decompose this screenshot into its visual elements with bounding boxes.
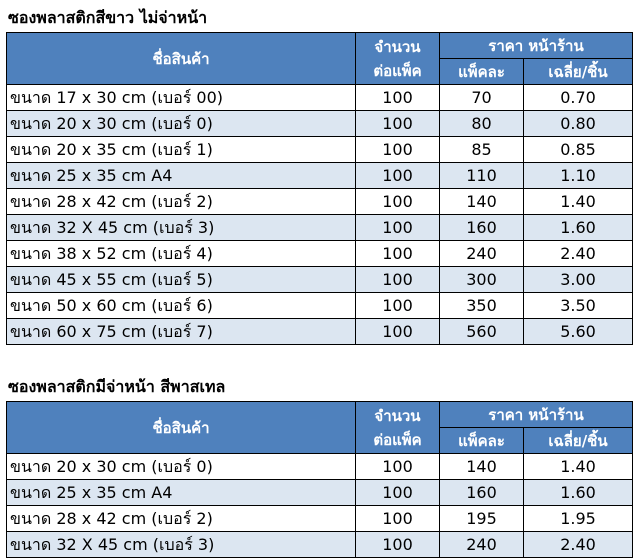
quantity-cell: 100 <box>356 532 440 558</box>
product-name-cell: ขนาด 50 x 60 cm (เบอร์ 6) <box>7 293 356 319</box>
header-quantity-line1: จำนวน <box>374 406 421 425</box>
header-quantity-per-pack <box>356 33 440 85</box>
header-per-pack: แพ็คละ <box>440 428 524 454</box>
header-product-name: ชื่อสินค้า <box>7 33 356 85</box>
header-store-price: ราคา หน้าร้าน <box>440 33 633 59</box>
section-title-white-envelopes: ซองพลาสติกสีขาว ไม่จ่าหน้า <box>8 8 208 27</box>
pack-price-cell: 240 <box>440 532 524 558</box>
unit-price-cell: 2.40 <box>524 241 633 267</box>
unit-price-cell: 3.00 <box>524 267 633 293</box>
product-name-cell: ขนาด 32 X 45 cm (เบอร์ 3) <box>7 215 356 241</box>
unit-price-cell: 1.40 <box>524 454 633 480</box>
product-name-cell: ขนาด 20 x 30 cm (เบอร์ 0) <box>7 111 356 137</box>
unit-price-cell: 5.60 <box>524 319 633 345</box>
table-row <box>7 506 633 532</box>
pack-price-cell: 140 <box>440 189 524 215</box>
pack-price-cell: 70 <box>440 85 524 111</box>
pack-price-cell: 85 <box>440 137 524 163</box>
unit-price-cell: 1.60 <box>524 215 633 241</box>
quantity-cell: 100 <box>356 189 440 215</box>
pack-price-cell: 140 <box>440 454 524 480</box>
table-row <box>7 454 633 480</box>
quantity-cell: 100 <box>356 267 440 293</box>
pack-price-cell: 160 <box>440 215 524 241</box>
product-name-cell: ขนาด 20 x 35 cm (เบอร์ 1) <box>7 137 356 163</box>
pack-price-cell: 240 <box>440 241 524 267</box>
table-row <box>7 532 633 558</box>
unit-price-cell: 0.70 <box>524 85 633 111</box>
quantity-cell: 100 <box>356 454 440 480</box>
price-table-pastel-envelopes <box>6 401 633 558</box>
header-quantity-line1: จำนวน <box>374 37 421 56</box>
table-row <box>7 137 633 163</box>
table-row <box>7 215 633 241</box>
section-title-pastel-envelopes: ซองพลาสติกมีจ่าหน้า สีพาสเทล <box>8 377 226 396</box>
table-row <box>7 189 633 215</box>
unit-price-cell: 3.50 <box>524 293 633 319</box>
header-store-price: ราคา หน้าร้าน <box>440 402 633 428</box>
table-body-pastel-envelopes <box>7 454 633 558</box>
header-quantity-line2: ต่อแพ็ค <box>373 61 422 80</box>
header-per-piece: เฉลี่ย/ชิ้น <box>524 428 633 454</box>
quantity-cell: 100 <box>356 293 440 319</box>
quantity-cell: 100 <box>356 480 440 506</box>
product-name-cell: ขนาด 38 x 52 cm (เบอร์ 4) <box>7 241 356 267</box>
product-name-cell: ขนาด 20 x 30 cm (เบอร์ 0) <box>7 454 356 480</box>
unit-price-cell: 0.85 <box>524 137 633 163</box>
header-product-name: ชื่อสินค้า <box>7 402 356 454</box>
unit-price-cell: 1.60 <box>524 480 633 506</box>
pack-price-cell: 560 <box>440 319 524 345</box>
price-table-white-envelopes <box>6 32 633 345</box>
table-row <box>7 85 633 111</box>
quantity-cell: 100 <box>356 163 440 189</box>
product-name-cell: ขนาด 60 x 75 cm (เบอร์ 7) <box>7 319 356 345</box>
product-name-cell: ขนาด 28 x 42 cm (เบอร์ 2) <box>7 506 356 532</box>
pack-price-cell: 195 <box>440 506 524 532</box>
table-row <box>7 293 633 319</box>
pack-price-cell: 160 <box>440 480 524 506</box>
pack-price-cell: 350 <box>440 293 524 319</box>
table-row <box>7 319 633 345</box>
pack-price-cell: 80 <box>440 111 524 137</box>
pack-price-cell: 300 <box>440 267 524 293</box>
table-row <box>7 480 633 506</box>
unit-price-cell: 1.95 <box>524 506 633 532</box>
product-name-cell: ขนาด 25 x 35 cm A4 <box>7 163 356 189</box>
unit-price-cell: 0.80 <box>524 111 633 137</box>
quantity-cell: 100 <box>356 137 440 163</box>
unit-price-cell: 2.40 <box>524 532 633 558</box>
header-quantity-line2: ต่อแพ็ค <box>373 430 422 449</box>
table-row <box>7 267 633 293</box>
unit-price-cell: 1.40 <box>524 189 633 215</box>
header-per-pack: แพ็คละ <box>440 59 524 85</box>
quantity-cell: 100 <box>356 506 440 532</box>
quantity-cell: 100 <box>356 85 440 111</box>
product-name-cell: ขนาด 28 x 42 cm (เบอร์ 2) <box>7 189 356 215</box>
table-row <box>7 111 633 137</box>
quantity-cell: 100 <box>356 319 440 345</box>
product-name-cell: ขนาด 25 x 35 cm A4 <box>7 480 356 506</box>
product-name-cell: ขนาด 45 x 55 cm (เบอร์ 5) <box>7 267 356 293</box>
header-per-piece: เฉลี่ย/ชิ้น <box>524 59 633 85</box>
header-quantity-per-pack <box>356 402 440 454</box>
product-name-cell: ขนาด 17 x 30 cm (เบอร์ 00) <box>7 85 356 111</box>
table-row <box>7 241 633 267</box>
product-name-cell: ขนาด 32 X 45 cm (เบอร์ 3) <box>7 532 356 558</box>
quantity-cell: 100 <box>356 111 440 137</box>
quantity-cell: 100 <box>356 215 440 241</box>
table-body-white-envelopes <box>7 85 633 345</box>
unit-price-cell: 1.10 <box>524 163 633 189</box>
table-row <box>7 163 633 189</box>
pack-price-cell: 110 <box>440 163 524 189</box>
quantity-cell: 100 <box>356 241 440 267</box>
